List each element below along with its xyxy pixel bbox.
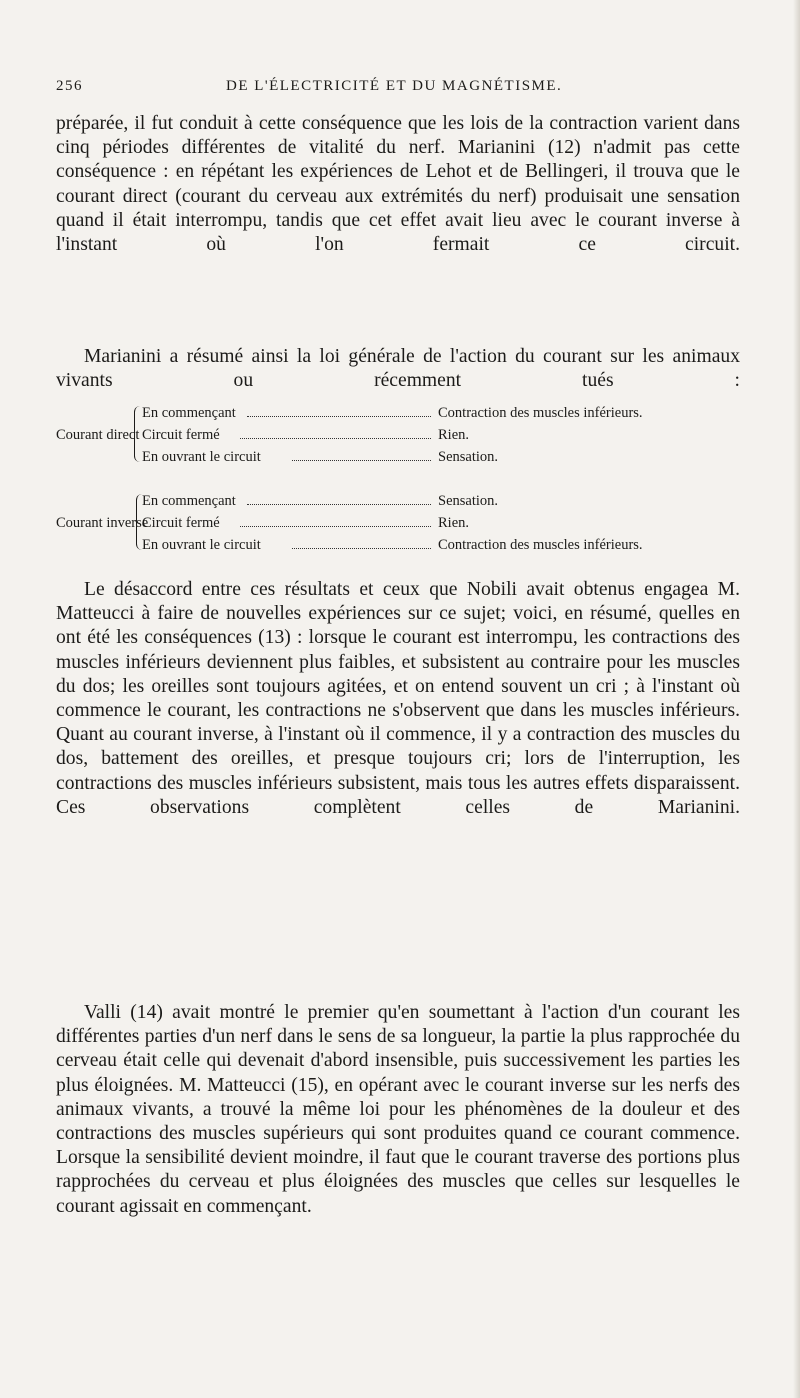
- summary-row: [142, 403, 742, 423]
- dot-leader: [240, 438, 431, 439]
- summary-condition: En commençant: [142, 405, 236, 421]
- paragraph-1: préparée, il fut conduit à cette conséquence que les lois de la contraction varient dans cinq périodes différentes de vitalité du nerf. Marianini (12) n'admit pas cette conséquence : en répétant les expériences de Lehot et de Bellingeri, il trouva que le courant direct (courant du cerveau aux extrémités du nerf) produisait une sensation quand il était interrompu, tandis que cet effet avait lieu avec le courant inverse à l'instant où l'on fermait ce circuit.: [56, 113, 740, 256]
- paragraph-2: Marianini a résumé ainsi la loi générale de l'action du courant sur les animaux vivants ou récemment tués :: [56, 346, 740, 392]
- summary-result: Contraction des muscles inférieurs.: [438, 537, 643, 553]
- summary-result: Sensation.: [438, 449, 499, 465]
- summary-row: [142, 425, 742, 445]
- inverse-current-group: [56, 491, 746, 557]
- summary-result: Rien.: [438, 427, 470, 443]
- inverse-current-label: Courant inverse: [56, 515, 149, 531]
- dot-leader: [240, 526, 431, 527]
- summary-result: Sensation.: [438, 493, 499, 509]
- summary-row: [142, 447, 742, 467]
- summary-result: Rien.: [438, 515, 470, 531]
- running-header: [56, 78, 736, 104]
- law-summary-table: [56, 403, 746, 579]
- summary-condition: Circuit fermé: [142, 427, 220, 443]
- brace-icon: [134, 406, 141, 462]
- summary-condition: En ouvrant le circuit: [142, 537, 261, 553]
- summary-condition: En commençant: [142, 493, 236, 509]
- direct-current-group: [56, 403, 746, 469]
- summary-row: [142, 535, 742, 555]
- summary-row: [142, 513, 742, 533]
- page-number: 256: [56, 78, 83, 94]
- dot-leader: [247, 504, 431, 505]
- running-title: DE L'ÉLECTRICITÉ ET DU MAGNÉTISME.: [226, 78, 563, 94]
- summary-condition: En ouvrant le circuit: [142, 449, 261, 465]
- summary-condition: Circuit fermé: [142, 515, 220, 531]
- direct-current-label: Courant direct: [56, 427, 140, 443]
- paragraph-4: Valli (14) avait montré le premier qu'en soumettant à l'action d'un courant les différentes parties d'un nerf dans le sens de sa longueur, la partie la plus rapprochée du cerveau était celle qui devenait d'abord insensible, puis successivement les parties les plus éloignées. M. Matteucci (15), en opérant avec le courant inverse sur les nerfs des animaux vivants, a trouvé la même loi pour les phénomènes de la douleur et des contractions des muscles supérieurs qui sont produites quand ce courant commence. Lorsque la sensibilité devient moindre, il faut que le courant traverse des portions plus rapprochées du cerveau et plus éloignées des muscles que celles sur lesquelles le courant agissait en commençant.: [56, 1002, 740, 1217]
- dot-leader: [247, 416, 431, 417]
- page-edge-shadow: [793, 0, 800, 1398]
- summary-row: [142, 491, 742, 511]
- paragraph-3: Le désaccord entre ces résultats et ceux que Nobili avait obtenus engagea M. Matteucci à faire de nouvelles expériences sur ce sujet; voici, en résumé, quelles en ont été les conséquences (13) : lorsque le courant est interrompu, les contractions des muscles inférieurs deviennent plus faibles, et subsistent au contraire pour les muscles du dos; les oreilles sont toujours agitées, et on entend souvent un cri ; à l'instant où commence le courant, les contractions ne s'observent que dans les muscles inférieurs. Quant au courant inverse, à l'instant où il commence, il y a contraction des muscles du dos, battement des oreilles, et presque toujours cri; lors de l'interruption, les contractions des muscles inférieurs subsistent, mais tous les autres effets disparaissent. Ces observations complètent celles de Marianini.: [56, 579, 740, 818]
- summary-result: Contraction des muscles inférieurs.: [438, 405, 643, 421]
- dot-leader: [292, 460, 431, 461]
- dot-leader: [292, 548, 431, 549]
